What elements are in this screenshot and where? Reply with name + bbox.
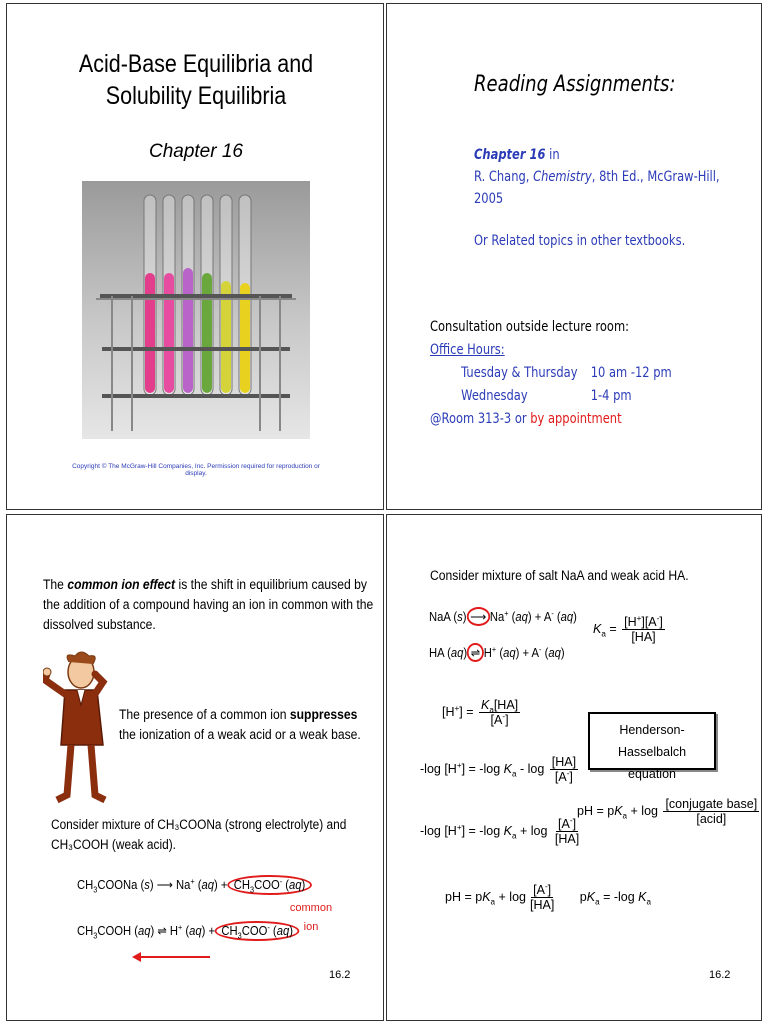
h-plus-expression: [H+] = $\frac{K_a[HA]}{[A^-]}$ [442, 698, 519, 728]
mixture-intro: Consider mixture of salt NaA and weak acid HA. [430, 568, 689, 583]
henderson-hasselbalch-box: Henderson-Hasselbalch equation [588, 712, 716, 770]
common-ion-suppression: The presence of a common ion suppresses the ionization of a weak acid or a weak base. [119, 707, 361, 742]
copyright-notice: Copyright © The McGraw-Hill Companies, Inc. Permission required for reproduction or display. [72, 463, 320, 477]
shift-left-arrow [132, 951, 212, 963]
test-tube-liquid [164, 273, 174, 393]
slide-henderson-hasselbalch [386, 514, 762, 1021]
slide3-number: 16.2 [329, 969, 351, 981]
slide1-title: Acid-Base Equilibria and Solubility Equilibria [78, 50, 314, 110]
consultation-block: Consultation outside lecture room: Office Hours: Tuesday & Thursday 10 am -12 pm Wednesday 1-4 pm @Room 313-3 or by appointment [430, 319, 672, 427]
test-tubes-photo [82, 181, 310, 439]
ph-conjugate-expression: pH = $pK_a + \log$ $\frac{\text{[conjugate base]}}{\text{[acid]}}$ [577, 797, 758, 827]
log-h-expression-2: -log [H+] = -log $K_a + \log$ $\frac{[A^-]}{[HA]}$ [420, 815, 580, 847]
salt-dissociation: NaA (s) ⟶ Na+ (aq) + A- (aq) [429, 608, 577, 624]
reading-reference: Chapter 16 in R. Chang, Chemistry, 8th Ed., McGraw-Hill, 2005 Or Related topics in other textbooks. [474, 147, 720, 249]
ka-expression: $K_a$ = $\frac{[H^+][A^-]}{[HA]}$ [593, 613, 663, 645]
reading-heading: Reading Assignments: [474, 72, 676, 97]
slide1-subtitle: Chapter 16 [148, 141, 243, 162]
weak-acid-equilibrium: HA (aq) ⇌ H+ (aq) + A- (aq) [429, 644, 565, 660]
test-tube-liquid [202, 273, 212, 393]
test-tube-liquid [145, 273, 155, 393]
test-tube-liquid [183, 268, 193, 393]
acetic-acid-equilibrium: $CH_3COOH$ (aq) ⇌ H+ $(aq) + CH_3COO^-$ (aq) [77, 921, 299, 941]
slide-common-ion [6, 514, 384, 1021]
common-ion-definition: The common ion effect is the shift in equilibrium caused by the addition of a compound having an ion in common with the dissolved substance. [43, 577, 374, 632]
log-h-expression-1: -log [H+] = -log $K_a$ - log $\frac{[HA]}{[A^-]}$ [420, 755, 577, 785]
office-hours-label: Office Hours: [430, 342, 505, 358]
sodium-acetate-dissociation: $CH_3COONa$ (s) ⟶ Na+ $(aq) + CH_3COO^-$ (aq) [77, 875, 312, 895]
mixture-description: Consider mixture of CH₃COONa (strong electrolyte) and CH₃COOH (weak acid). [51, 817, 347, 852]
slide4-number: 16.2 [709, 969, 731, 981]
common-ion-label: common ion [289, 902, 333, 933]
cartoon-man-illustration [43, 650, 115, 805]
ph-expression: pH = $pK_a + \log$ $\frac{[A^-]}{[HA]}$ $pK_a = -\log$ $K_a$ [445, 881, 652, 913]
slide-reading [386, 3, 762, 510]
slide-title [6, 3, 384, 510]
